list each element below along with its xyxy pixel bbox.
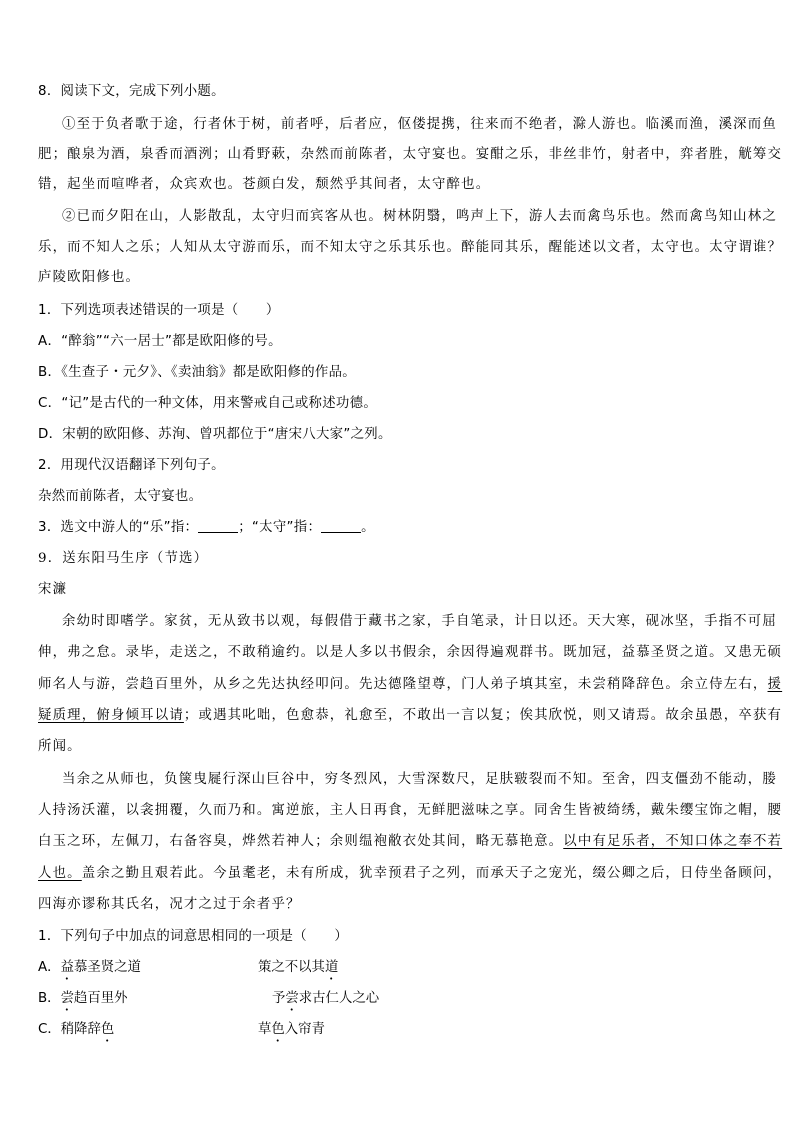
q8-passage-line: 肥；酿泉为酒，泉香而酒洌；山肴野蔌，杂然而前陈者，太守宴也。宴酣之乐，非丝非竹，射者中，弈者胜，觥筹交 bbox=[38, 147, 783, 162]
option-text: 草 bbox=[258, 1022, 272, 1037]
q8-sub3-suffix: 。 bbox=[361, 520, 375, 535]
q9-passage-line bbox=[38, 832, 783, 852]
underlined-sentence: 人也。 bbox=[38, 866, 82, 881]
option-letter: A． bbox=[38, 960, 61, 975]
q9-passage-text: 白玉之环，左佩刀，右备容臭，烨然若神人；余则缊袍敝衣处其间，略无慕艳意。 bbox=[38, 834, 564, 849]
q8-sub1-stem: 1．下列选项表述错误的一项是（ ） bbox=[38, 303, 280, 318]
q8-passage-line: 错，起坐而喧哗者，众宾欢也。苍颜白发，颓然乎其间者，太守醉也。 bbox=[38, 177, 491, 192]
dotted-word: 益 bbox=[60, 960, 74, 975]
q9-passage-text: 盖余之勤且艰若此。今虽耄老，未有所成，犹幸预君子之列，而承天子之宠光，缀公卿之后，日侍坐备顾问， bbox=[81, 866, 783, 881]
q9-passage-line: 四海亦谬称其氏名，况才之过于余者乎？ bbox=[38, 897, 301, 912]
option-letter: B． bbox=[38, 991, 61, 1006]
q8-passage-line: 乐，而不知人之乐；人知从太守游而乐，而不知太守之乐其乐也。醉能同其乐，醒能述以文者，太守也。太守谓谁？ bbox=[38, 240, 783, 255]
q8-sub1-option-b: B．《生查子・元夕》、《卖油翁》都是欧阳修的作品。 bbox=[38, 365, 356, 380]
answer-blank[interactable] bbox=[321, 518, 361, 533]
q9-passage-line bbox=[38, 675, 783, 695]
q8-sub1-option-d: D．宋朝的欧阳修、苏洵、曾巩都位于“唐宋八大家”之列。 bbox=[38, 427, 392, 442]
q9-option-a-right bbox=[258, 958, 338, 983]
q9-author: 宋濂 bbox=[38, 582, 68, 597]
option-text: 策之不以其 bbox=[258, 960, 325, 975]
dotted-word: 尝 bbox=[285, 991, 299, 1006]
q8-passage-line: ①至于负者歌于途，行者休于树，前者呼，后者应，伛偻提携，往来而不绝者，滁人游也。临溪而渔，溪深而鱼 bbox=[62, 117, 777, 132]
q9-option-c-right bbox=[258, 1020, 325, 1045]
dotted-word: 尝 bbox=[60, 991, 74, 1006]
answer-blank[interactable] bbox=[198, 518, 238, 533]
q9-passage-line: 人持汤沃灌，以衾拥覆，久而乃和。寓逆旅，主人日再食，无鲜肥滋味之享。同舍生皆被绮绣，戴朱缨宝饰之帽，腰 bbox=[38, 803, 783, 818]
q8-sub3-prefix: 3．选文中游人的“乐”指： bbox=[38, 520, 199, 535]
question-8-heading: 8．阅读下文，完成下列小题。 bbox=[38, 84, 225, 99]
q8-sub3-line bbox=[38, 518, 375, 538]
dotted-word: 色 bbox=[100, 1022, 115, 1037]
option-text: C．稍降辞 bbox=[38, 1022, 101, 1037]
dotted-word: 道 bbox=[324, 960, 339, 975]
q9-passage-line: 当余之从师也，负箧曳屣行深山巨谷中，穷冬烈风，大雪深数尺，足肤皲裂而不知。至舍，四支僵劲不能动，媵 bbox=[62, 772, 777, 787]
q8-passage-line: ②已而夕阳在山，人影散乱，太守归而宾客从也。树林阴翳，鸣声上下，游人去而禽鸟乐也。然而禽鸟知山林之 bbox=[62, 209, 777, 224]
question-9-heading: 9．送东阳马生序（节选） bbox=[38, 551, 209, 566]
underlined-sentence: 援 bbox=[767, 677, 783, 692]
option-text: 趋百里外 bbox=[73, 991, 128, 1006]
q9-passage-line: 余幼时即嗜学。家贫，无从致书以观，每假借于藏书之家，手自笔录，计日以还。天大寒，砚冰坚，手指不可屈 bbox=[62, 614, 777, 629]
q9-passage-text: 师名人与游，尝趋百里外，从乡之先达执经叩问。先达德隆望尊，门人弟子填其室，未尝稍降辞色。余立侍左右， bbox=[38, 677, 768, 692]
option-text: 入帘青 bbox=[284, 1022, 325, 1037]
q8-sub1-option-a: A．“醉翁”“六一居士”都是欧阳修的号。 bbox=[38, 334, 282, 349]
option-text: 慕圣贤之道 bbox=[73, 960, 141, 975]
q9-option-b-left bbox=[38, 989, 128, 1014]
dotted-word: 色 bbox=[271, 1022, 285, 1037]
q9-option-b-right bbox=[272, 989, 379, 1014]
q9-passage-line: 所闻。 bbox=[38, 739, 82, 754]
q9-passage-line: 伸，弗之怠。录毕，走送之，不敢稍逾约。以是人多以书假余，余因得遍观群书。既加冠，益慕圣贤之道。又患无硕 bbox=[38, 645, 783, 660]
q9-passage-line bbox=[38, 706, 783, 726]
q8-sub2-sentence: 杂然而前陈者，太守宴也。 bbox=[38, 489, 203, 504]
q9-option-c-left bbox=[38, 1020, 114, 1045]
q9-passage-text: ；或遇其叱咄，色愈恭，礼愈至，不敢出一言以复；俟其欣悦，则又请焉。故余虽愚，卒获有 bbox=[183, 708, 783, 723]
q8-sub1-option-c: C．“记”是古代的一种文体，用来警戒自己或称述功德。 bbox=[38, 396, 378, 411]
q9-sub1-stem: 1．下列句子中加点的词意思相同的一项是（ ） bbox=[38, 929, 349, 944]
option-text: 求古仁人之心 bbox=[298, 991, 380, 1006]
underlined-sentence: 以中有足乐者，不知口体之奉不若 bbox=[563, 834, 783, 849]
option-text: 予 bbox=[272, 991, 286, 1006]
underlined-sentence: 疑质理，俯身倾耳以请 bbox=[38, 708, 184, 723]
q8-sub3-mid: ；“太守”指： bbox=[238, 520, 322, 535]
q8-passage-line: 庐陵欧阳修也。 bbox=[38, 270, 141, 285]
q9-passage-line bbox=[38, 864, 783, 884]
q9-option-a-left bbox=[38, 958, 141, 983]
q8-sub2-stem: 2．用现代汉语翻译下列句子。 bbox=[38, 458, 225, 473]
